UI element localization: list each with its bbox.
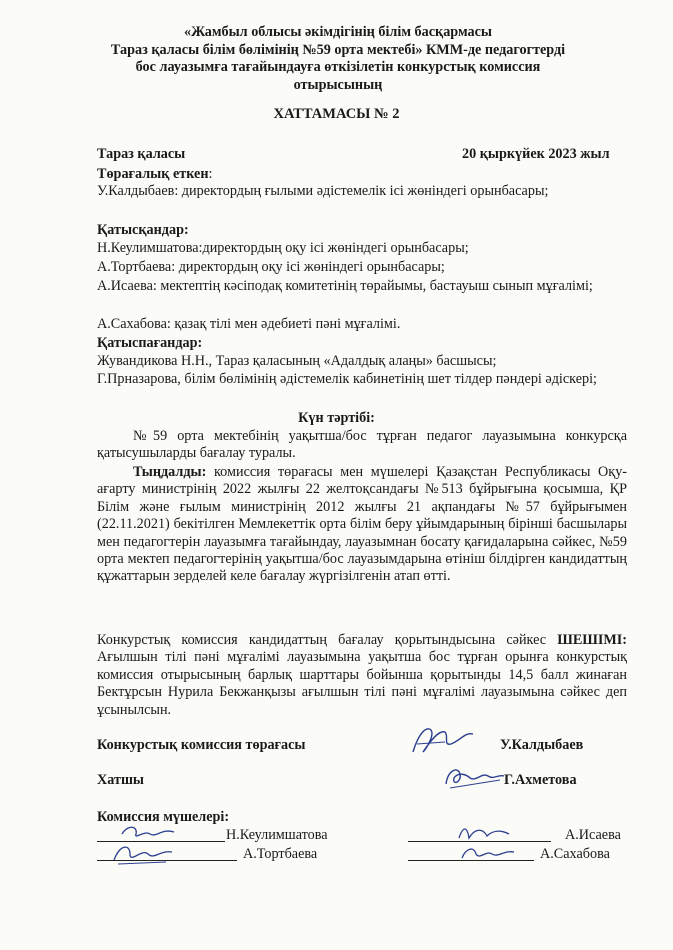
chair-signature-label: Конкурстық комиссия төрағасы	[97, 737, 306, 753]
decision-label: ШЕШІМІ:	[557, 632, 628, 648]
document-header	[60, 24, 616, 94]
absent-label: Қатыспағандар:	[97, 335, 203, 351]
heard-paragraph	[97, 464, 627, 586]
chair-label: Төрағалық еткен	[97, 166, 209, 182]
agenda-text: №59 орта мектебінің уақытша/бос тұрған педагог лауазымына конкурсқа қатысушыларды бағалау туралы.	[97, 428, 627, 462]
member-signature	[108, 840, 178, 868]
chair-colon: :	[208, 166, 213, 182]
heard-text: комиссия төрағасы мен мүшелері Қазақстан Республикасы Оқу-ағарту министрінің 2022 жылғы 22 желтоқсандағы №513 бұйрығына қосымша, ҚР Білім және ғылым министрінің 2012 жылғы 21 ақпандағы №57 бұйрығымен (22.11.2021) бекітілген Мемлекеттік орта білім беру ұйымдарының бірінші басшылары мен педагогтерін лауазымға тағайындау, лауазымнан босату қағидаларына сәйкес, №59 орта мектеп педагогтерінің уақытша/бос лауазымдарына өтініш білдірген кандидаттың құжаттарын зерделей келе бағалау жүргізілгенін атап өтті.	[97, 464, 628, 585]
member-name: А.Тортбаева	[243, 846, 318, 862]
chair-heading	[97, 166, 212, 183]
participants-label: Қатысқандар:	[97, 222, 189, 238]
heard-label: Тыңдалды:	[133, 464, 207, 480]
decision-text: Ағылшын тілі пәні мұғалімі лауазымына уақытша бос тұрған орынға конкурстық комиссия отырысының барлық шарттары бойынша қорытынды 14,5 балл жинаған Бектұрсын Нурила Бекжанқызы ағылшын тілі пәні мұғалімі лауазымына сәйкес деп ұсынылсын.	[97, 649, 627, 718]
absent-item: Жувандикова Н.Н., Тараз қаласының «Адалдық алаңы» басшысы;	[97, 353, 497, 369]
decision-intro: Конкурстық комиссия кандидаттың бағалау қорытындысына сәйкес	[97, 632, 547, 648]
member-name: А.Исаева	[565, 827, 621, 843]
participant-item: А.Исаева: мектептің кәсіподақ комитетінің төрайымы, бастауыш сынып мұғалімі;	[97, 278, 593, 294]
header-line-2: Тараз қаласы білім бөлімінің №59 орта мектебі» КММ-де педагогтерді	[110, 41, 566, 58]
header-line-4: отырысының	[293, 76, 383, 93]
chair-text: У.Калдыбаев: директордың ғылыми әдістемелік ісі жөніндегі орынбасары;	[97, 183, 549, 199]
participant-item: А.Сахабова: қазақ тілі мен әдебиеті пәні мұғалімі.	[97, 316, 401, 332]
participant-item: А.Тортбаева: директордың оқу ісі жөніндегі орынбасары;	[97, 259, 445, 275]
place: Тараз қаласы	[97, 146, 186, 162]
decision-paragraph	[97, 632, 627, 719]
chair-name: У.Калдыбаев	[500, 737, 584, 753]
secretary-name: Г.Ахметова	[504, 772, 577, 788]
member-name: А.Сахабова	[540, 846, 610, 862]
participant-item: Н.Кеулимшатова:директордың оқу ісі жөніндегі орынбасары;	[97, 240, 469, 256]
date: 20 қыркүйек 2023 жыл	[462, 146, 610, 162]
absent-item: Г.Прназарова, білім бөлімінің әдістемелік кабинетінің шет тілдер пәндері әдіскері;	[97, 371, 597, 387]
member-signature	[458, 840, 518, 866]
secretary-label: Хатшы	[97, 772, 144, 788]
member-name: Н.Кеулимшатова	[226, 827, 328, 843]
header-line-3: бос лауазымға тағайындауға өткізілетін конкурстық комиссия	[135, 59, 541, 75]
document-title: ХАТТАМАСЫ № 2	[273, 106, 400, 122]
header-line-1: «Жамбыл облысы әкімдігінің білім басқармасы	[183, 24, 493, 40]
secretary-signature	[440, 760, 510, 794]
chair-signature	[405, 722, 490, 760]
members-label: Комиссия мүшелері:	[97, 809, 230, 825]
agenda-label: Күн тәртібі:	[298, 410, 375, 426]
